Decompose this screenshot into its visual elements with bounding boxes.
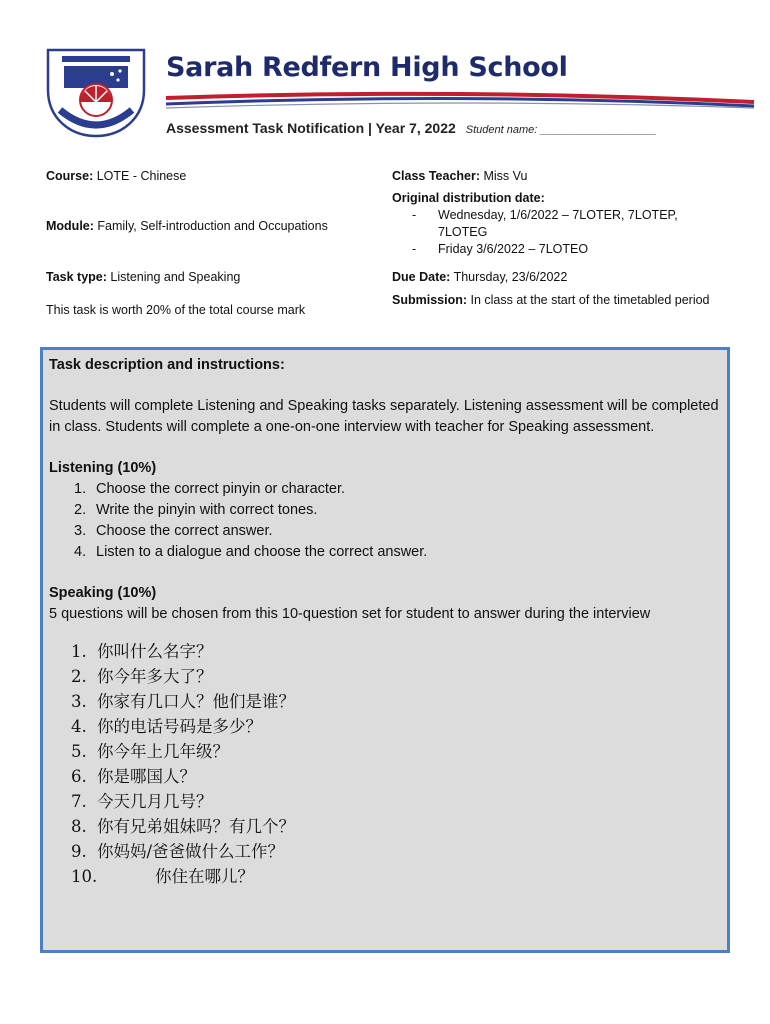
submission-label: Submission: (392, 293, 468, 307)
task-type-value: Listening and Speaking (106, 270, 241, 284)
due-date-label: Due Date: (392, 270, 451, 284)
question-item: 5. 你今年上几年级？ (71, 742, 229, 761)
module-info (46, 218, 328, 235)
task-worth: This task is worth 20% of the total course mark (46, 303, 306, 317)
task-heading: Task description and instructions: (49, 357, 285, 373)
header-swoosh (160, 82, 756, 118)
question-item: 7. 今天几月几号？ (71, 792, 213, 811)
school-logo (40, 44, 152, 140)
task-type-info (46, 269, 240, 286)
assessment-title: Assessment Task Notification | Year 7, 2022 (166, 120, 456, 136)
due-date-value: Thursday, 23/6/2022 (450, 270, 568, 284)
listening-list (49, 479, 721, 563)
due-date-info (392, 269, 567, 286)
speaking-heading: Speaking (10%) (49, 585, 157, 601)
task-type-label: Task type: (46, 270, 107, 284)
question-item: 10. 你住在哪儿？ (71, 867, 254, 886)
question-list (49, 639, 721, 889)
teacher-label: Class Teacher: (392, 169, 481, 183)
submission-info (392, 292, 722, 309)
distribution-label: Original distribution date: (392, 191, 545, 205)
question-item: 9. 你妈妈/爸爸做什么工作？ (71, 842, 285, 861)
course-info (46, 168, 186, 185)
question-item: 6. 你是哪国人？ (71, 767, 196, 786)
speaking-intro: 5 questions will be chosen from this 10-question set for student to answer during the interview (49, 606, 651, 622)
question-item: 1. 你叫什么名字？ (71, 642, 213, 661)
teacher-value: Miss Vu (480, 169, 528, 183)
distribution-info (392, 190, 722, 258)
student-name-field[interactable]: Student name: ___________________ (465, 124, 657, 136)
list-item: 1. Choose the correct pinyin or character. (74, 481, 346, 497)
list-item: 4. Listen to a dialogue and choose the correct answer. (74, 544, 428, 560)
distribution-item: - Friday 3/6/2022 – 7LOTEO (412, 241, 722, 258)
teacher-info (392, 168, 527, 185)
list-item: 2. Write the pinyin with correct tones. (74, 502, 318, 518)
question-item: 3. 你家有几口人？他们是谁？ (71, 692, 295, 711)
distribution-list (392, 207, 722, 258)
task-notification-title (166, 120, 657, 136)
question-item: 4. 你的电话号码是多少？ (71, 717, 262, 736)
submission-value: In class at the start of the timetabled period (467, 293, 710, 307)
task-intro: Students will complete Listening and Speaking tasks separately. Listening assessment will be completed in class. Students will complete a one-on-one interview with teacher for Speaking assessment. (49, 398, 719, 435)
question-item: 2. 你今年多大了？ (71, 667, 213, 686)
question-item: 8. 你有兄弟姐妹吗？有几个？ (71, 817, 295, 836)
school-name: Sarah Redfern High School (166, 52, 568, 83)
task-description-box (40, 347, 730, 953)
module-label: Module: (46, 219, 94, 233)
distribution-item: - Wednesday, 1/6/2022 – 7LOTER, 7LOTEP, 7LOTEG (412, 207, 722, 241)
list-item: 3. Choose the correct answer. (74, 523, 273, 539)
listening-heading: Listening (10%) (49, 460, 157, 476)
course-label: Course: (46, 169, 94, 183)
module-value: Family, Self-introduction and Occupations (93, 219, 328, 233)
course-value: LOTE - Chinese (93, 169, 187, 183)
